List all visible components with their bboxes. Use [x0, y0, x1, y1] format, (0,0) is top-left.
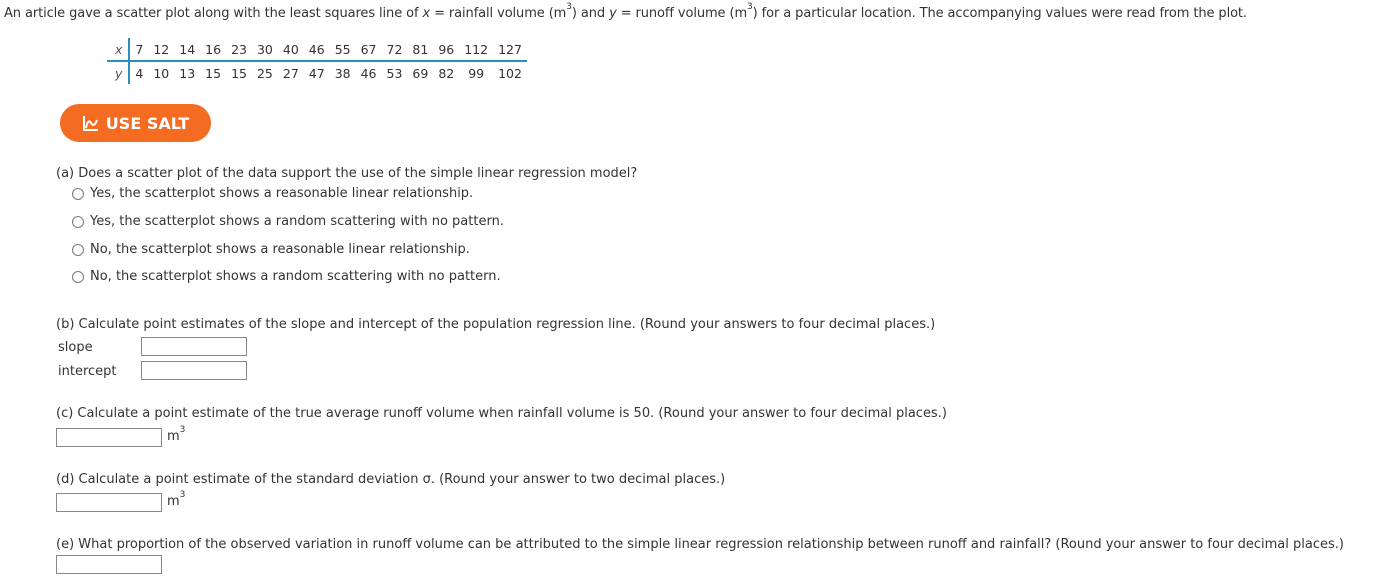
salt-chart-icon	[82, 114, 100, 132]
y-value-cell: 15	[205, 65, 222, 81]
y-row	[107, 61, 527, 84]
std-dev-input[interactable]	[56, 493, 162, 512]
y-value-cell: 15	[231, 65, 247, 81]
radio-button[interactable]	[72, 188, 84, 200]
y-value-cell: 25	[256, 65, 273, 81]
superscript: 3	[747, 2, 753, 12]
slope-label: slope	[58, 340, 93, 355]
x-value-cell: 81	[407, 38, 433, 61]
x-variable: x	[422, 6, 431, 21]
unit-label	[167, 490, 186, 509]
intercept-label: intercept	[58, 364, 117, 379]
y-value-cell: 69	[412, 65, 429, 81]
intro-text: = runoff volume (m	[616, 6, 748, 21]
option-label: No, the scatterplot shows a random scattering with no pattern.	[90, 269, 501, 284]
unit-text: m	[167, 494, 180, 509]
radio-button[interactable]	[72, 244, 84, 256]
proportion-input[interactable]	[56, 555, 162, 574]
x-row	[107, 38, 527, 61]
x-value-cell: 96	[433, 38, 459, 61]
x-value-cell: 55	[330, 38, 356, 61]
x-value-cell: 112	[459, 38, 493, 61]
superscript: 3	[179, 425, 186, 435]
radio-button[interactable]	[72, 216, 84, 228]
intro-text: An article gave a scatter plot along with the least squares line of	[4, 6, 423, 21]
x-value-cell: 127	[493, 38, 527, 61]
intercept-input[interactable]	[141, 361, 247, 380]
y-header: y	[107, 61, 129, 84]
unit-label	[167, 425, 186, 444]
x-value-cell: 12	[148, 38, 174, 61]
x-value-cell: 7	[129, 38, 148, 61]
data-table	[107, 38, 527, 84]
x-value-cell: 14	[174, 38, 200, 61]
radio-button[interactable]	[72, 271, 84, 283]
unit-text: m	[167, 429, 180, 444]
x-value-cell: 40	[278, 38, 304, 61]
x-value-cell: 72	[382, 38, 408, 61]
slope-input[interactable]	[141, 337, 247, 356]
part-d-question: (d) Calculate a point estimate of the standard deviation σ. (Round your answer to two decimal places.)	[56, 472, 726, 487]
use-salt-button[interactable]	[60, 104, 211, 142]
part-b-question: (b) Calculate point estimates of the slope and intercept of the population regression line. (Round your answers to four decimal places.)	[56, 317, 936, 332]
y-value-cell: 47	[308, 65, 325, 81]
y-value-cell: 10	[153, 65, 170, 81]
part-e-question: (e) What proportion of the observed variation in runoff volume can be attributed to the simple linear regression relationship between runoff and rainfall? (Round your answer to four decimal places.)	[56, 537, 1344, 552]
intro-text: ) and	[571, 6, 610, 21]
option-label: No, the scatterplot shows a reasonable linear relationship.	[90, 242, 470, 257]
use-salt-label: USE SALT	[105, 113, 190, 133]
y-variable: y	[609, 6, 617, 21]
problem-intro	[4, 2, 1247, 21]
option-a4[interactable]	[72, 269, 501, 284]
runoff-estimate-input[interactable]	[56, 428, 162, 447]
x-value-cell: 30	[252, 38, 278, 61]
y-value-cell: 82	[438, 65, 455, 81]
x-value-cell: 46	[304, 38, 330, 61]
superscript: 3	[179, 490, 186, 500]
intro-text: = rainfall volume (m	[430, 6, 567, 21]
y-value-cell: 53	[386, 65, 403, 81]
part-a-question: (a) Does a scatter plot of the data support the use of the simple linear regression model?	[56, 166, 638, 181]
x-header: x	[107, 38, 129, 61]
x-value-cell: 16	[200, 38, 226, 61]
superscript: 3	[566, 2, 572, 12]
x-value-cell: 67	[356, 38, 382, 61]
y-value-cell: 27	[282, 65, 299, 81]
option-label: Yes, the scatterplot shows a random scattering with no pattern.	[90, 214, 504, 229]
part-c-question: (c) Calculate a point estimate of the true average runoff volume when rainfall volume is 50. (Round your answer to four decimal places.)	[56, 406, 947, 421]
intro-text: ) for a particular location. The accompanying values were read from the plot.	[752, 6, 1247, 21]
option-a1[interactable]	[72, 186, 473, 201]
option-label: Yes, the scatterplot shows a reasonable linear relationship.	[90, 186, 474, 201]
y-value-cell: 102	[498, 65, 522, 81]
x-value-cell: 23	[226, 38, 252, 61]
y-value-cell: 46	[360, 65, 377, 81]
option-a2[interactable]	[72, 214, 504, 229]
y-value-cell: 4	[135, 65, 144, 81]
y-value-cell: 99	[468, 65, 485, 81]
y-value-cell: 38	[334, 65, 351, 81]
option-a3[interactable]	[72, 242, 470, 257]
y-value-cell: 13	[179, 65, 196, 81]
